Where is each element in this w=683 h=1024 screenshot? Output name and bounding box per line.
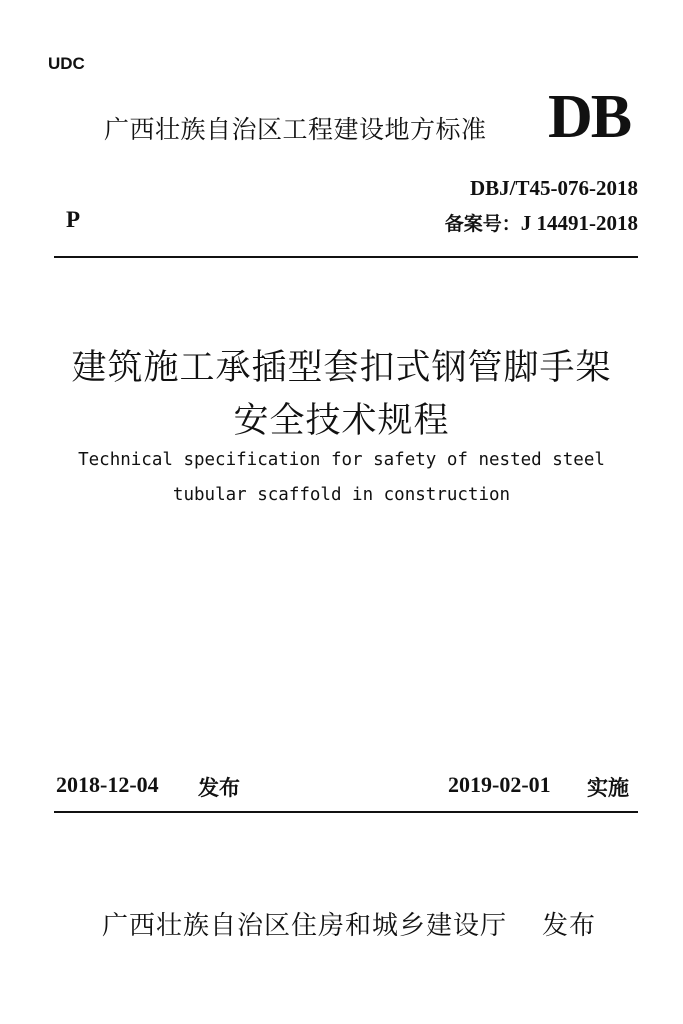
record-number: J 14491-2018 xyxy=(520,211,638,235)
issue-label: 发布 xyxy=(198,776,240,800)
standard-category: 广西壮族自治区工程建设地方标准 xyxy=(104,115,487,144)
publisher-name: 广西壮族自治区住房和城乡建设厅 xyxy=(102,911,508,941)
standard-code: DBJ/T45-076-2018 xyxy=(470,176,638,200)
bottom-divider xyxy=(54,811,638,813)
classification-letter: P xyxy=(66,207,81,232)
publish-label: 发布 xyxy=(542,911,597,941)
implementation-date: 2019-02-01 xyxy=(448,772,551,797)
issue-date: 2018-12-04 xyxy=(56,772,159,797)
title-cn-line-2: 安全技术规程 xyxy=(233,401,450,441)
title-cn-line-1: 建筑施工承插型套扣式钢管脚手架 xyxy=(71,348,612,388)
db-mark: DB xyxy=(548,83,631,151)
title-en-line-1: Technical specification for safety of nested steel xyxy=(78,450,605,470)
record-number-line xyxy=(445,209,638,236)
implementation-label: 实施 xyxy=(587,776,629,800)
record-label: 备案号： xyxy=(444,213,521,235)
title-en-line-2: tubular scaffold in construction xyxy=(172,485,511,505)
top-divider xyxy=(54,256,638,258)
udc-label: UDC xyxy=(48,54,85,73)
